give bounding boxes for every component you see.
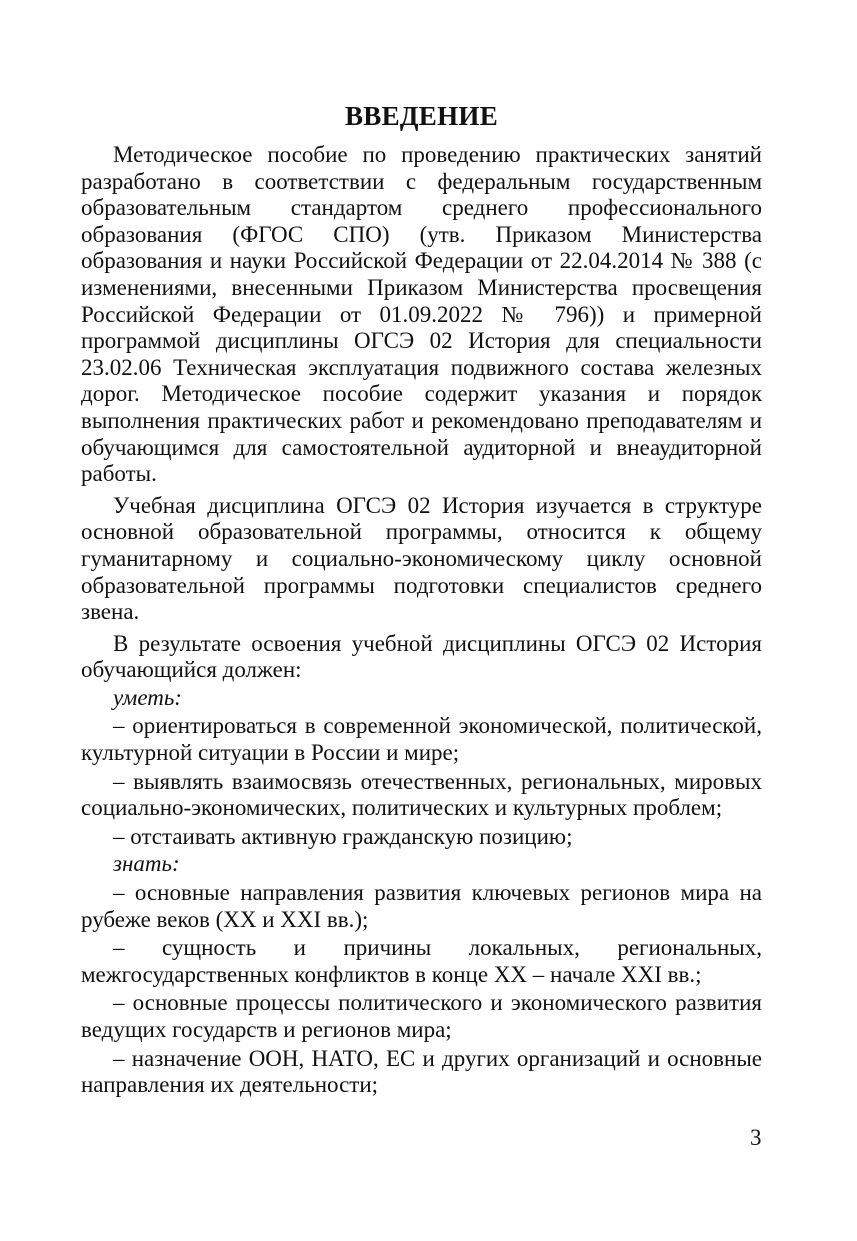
outcomes-paragraph: В результате освоения учебной дисциплины ОГСЭ 02 История обучающийся должен: <box>81 630 762 683</box>
page-title: ВВЕДЕНИЕ <box>344 101 499 131</box>
skill-item: – ориентироваться в современной экономической, политической, культурной ситуации в России и мире; <box>81 713 762 766</box>
knowledge-label: знать: <box>113 851 180 877</box>
discipline-paragraph: Учебная дисциплина ОГСЭ 02 История изучается в структуре основной образовательной программы, относится к общему гуманитарному и социально-экономическому циклу основной образовательной программы подготовки специалистов среднего звена. <box>81 492 762 625</box>
skills-label: уметь: <box>113 684 182 710</box>
document-page <box>81 96 762 1099</box>
knowledge-item: – назначение ООН, НАТО, ЕС и других организаций и основные направления их деятельности; <box>81 1045 762 1098</box>
knowledge-item: – основные процессы политического и экономического развития ведущих государств и регионов мира; <box>81 990 762 1042</box>
skill-item: – отстаивать активную гражданскую позицию; <box>113 823 573 849</box>
knowledge-item: – сущность и причины локальных, региональных, межгосударственных конфликтов в конце XX – начале XXI вв.; <box>81 935 762 987</box>
skill-item: – выявлять взаимосвязь отечественных, региональных, мировых социально-экономических, политических и культурных проблем; <box>81 768 762 821</box>
page-number: 3 <box>750 1125 762 1150</box>
knowledge-item: – основные направления развития ключевых регионов мира на рубеже веков (XX и XXI вв.); <box>81 880 762 932</box>
intro-paragraph: Методическое пособие по проведению практических занятий разработано в соответствии с федеральным государственным образовательным стандартом среднего профессионального образования (ФГОС СПО) (утв. Приказом Министерства образования и науки Российской Федерации от 22.04.2014 № 388 (с изменениями, внесенными Приказом Министерства просвещения Российской Федерации от 01.09.2022 № 796)) и примерной программой дисциплины ОГСЭ 02 История для специальности 23.02.06 Техническая эксплуатация подвижного состава железных дорог. Методическое пособие содержит указания и порядок выполнения практических работ и рекомендовано преподавателям и обучающимся для самостоятельной аудиторной и внеаудиторной работы. <box>81 142 762 487</box>
